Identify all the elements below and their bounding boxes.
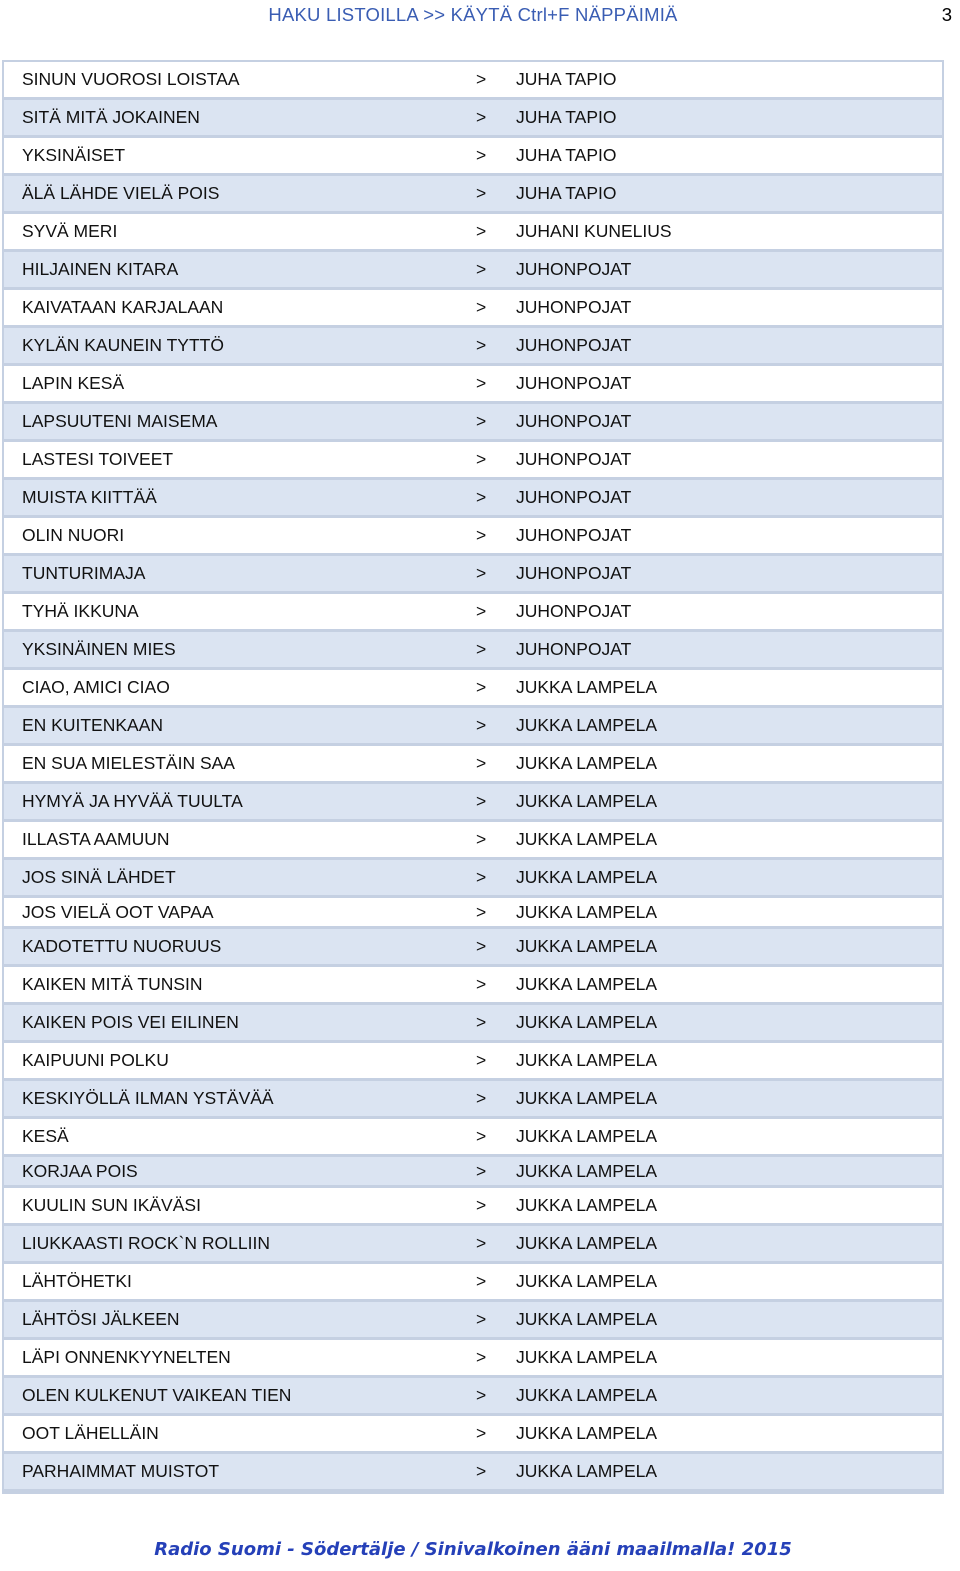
artist-cell: JUKKA LAMPELA [516, 821, 942, 859]
song-title-cell: YKSINÄISET [4, 137, 476, 175]
separator-cell: > [476, 966, 516, 1004]
table-row [4, 783, 942, 821]
artist-cell: JUKKA LAMPELA [516, 1453, 942, 1491]
separator-cell: > [476, 517, 516, 555]
table-row [4, 99, 942, 137]
artist-cell: JUKKA LAMPELA [516, 1339, 942, 1377]
artist-cell: JUKKA LAMPELA [516, 897, 942, 928]
song-title-cell: KESÄ [4, 1118, 476, 1156]
separator-cell: > [476, 1004, 516, 1042]
song-title-cell: MUISTA KIITTÄÄ [4, 479, 476, 517]
song-title-cell: LÄHTÖSI JÄLKEEN [4, 1301, 476, 1339]
separator-cell: > [476, 1042, 516, 1080]
separator-cell: > [476, 403, 516, 441]
song-title-cell: KADOTETTU NUORUUS [4, 928, 476, 966]
table-row [4, 1415, 942, 1453]
artist-cell: JUHA TAPIO [516, 62, 942, 99]
song-title-cell: EN SUA MIELESTÄIN SAA [4, 745, 476, 783]
table-row [4, 555, 942, 593]
artist-cell: JUKKA LAMPELA [516, 1187, 942, 1225]
table-row [4, 859, 942, 897]
page-header-title: HAKU LISTOILLA >> KÄYTÄ Ctrl+F NÄPPÄIMIÄ [268, 4, 678, 25]
song-title-cell: JOS SINÄ LÄHDET [4, 859, 476, 897]
table-row [4, 1118, 942, 1156]
song-title-cell: KESKIYÖLLÄ ILMAN YSTÄVÄÄ [4, 1080, 476, 1118]
separator-cell: > [476, 99, 516, 137]
song-title-cell: JOS VIELÄ OOT VAPAA [4, 897, 476, 928]
song-title-cell: SINUN VUOROSI LOISTAA [4, 62, 476, 99]
artist-cell: JUKKA LAMPELA [516, 783, 942, 821]
song-title-cell: SITÄ MITÄ JOKAINEN [4, 99, 476, 137]
separator-cell: > [476, 859, 516, 897]
separator-cell: > [476, 327, 516, 365]
table-row [4, 213, 942, 251]
artist-cell: JUKKA LAMPELA [516, 859, 942, 897]
separator-cell: > [476, 897, 516, 928]
page-number: 3 [941, 4, 952, 25]
artist-cell: JUKKA LAMPELA [516, 745, 942, 783]
separator-cell: > [476, 821, 516, 859]
song-title-cell: KUULIN SUN IKÄVÄSI [4, 1187, 476, 1225]
separator-cell: > [476, 669, 516, 707]
artist-cell: JUKKA LAMPELA [516, 1263, 942, 1301]
table-row [4, 1004, 942, 1042]
table-row [4, 593, 942, 631]
song-title-cell: SYVÄ MERI [4, 213, 476, 251]
table-row [4, 669, 942, 707]
song-title-cell: LIUKKAASTI ROCK`N ROLLIIN [4, 1225, 476, 1263]
table-row [4, 1225, 942, 1263]
table-row [4, 1156, 942, 1187]
song-title-cell: TUNTURIMAJA [4, 555, 476, 593]
artist-cell: JUHONPOJAT [516, 251, 942, 289]
separator-cell: > [476, 593, 516, 631]
artist-cell: JUHONPOJAT [516, 631, 942, 669]
song-title-cell: OLEN KULKENUT VAIKEAN TIEN [4, 1377, 476, 1415]
page-footer: Radio Suomi - Södertälje / Sinivalkoinen ääni maailmalla! 2015 [154, 1539, 792, 1560]
separator-cell: > [476, 213, 516, 251]
table-row [4, 745, 942, 783]
separator-cell: > [476, 1225, 516, 1263]
song-list-table [4, 62, 942, 1492]
table-row [4, 517, 942, 555]
separator-cell: > [476, 928, 516, 966]
table-row [4, 631, 942, 669]
table-row [4, 966, 942, 1004]
table-row [4, 1301, 942, 1339]
song-title-cell: LAPIN KESÄ [4, 365, 476, 403]
artist-cell: JUHONPOJAT [516, 479, 942, 517]
table-row [4, 707, 942, 745]
separator-cell: > [476, 1263, 516, 1301]
artist-cell: JUKKA LAMPELA [516, 1004, 942, 1042]
artist-cell: JUKKA LAMPELA [516, 966, 942, 1004]
song-title-cell: KAIPUUNI POLKU [4, 1042, 476, 1080]
song-title-cell: KAIVATAAN KARJALAAN [4, 289, 476, 327]
artist-cell: JUHONPOJAT [516, 365, 942, 403]
song-title-cell: LAPSUUTENI MAISEMA [4, 403, 476, 441]
song-title-cell: KAIKEN POIS VEI EILINEN [4, 1004, 476, 1042]
table-row [4, 479, 942, 517]
table-row [4, 289, 942, 327]
artist-cell: JUKKA LAMPELA [516, 669, 942, 707]
artist-cell: JUKKA LAMPELA [516, 1156, 942, 1187]
separator-cell: > [476, 175, 516, 213]
separator-cell: > [476, 1187, 516, 1225]
table-row [4, 1453, 942, 1491]
table-row [4, 928, 942, 966]
table-row [4, 327, 942, 365]
artist-cell: JUKKA LAMPELA [516, 1225, 942, 1263]
separator-cell: > [476, 1156, 516, 1187]
separator-cell: > [476, 1377, 516, 1415]
artist-cell: JUHA TAPIO [516, 99, 942, 137]
separator-cell: > [476, 62, 516, 99]
song-title-cell: OLIN NUORI [4, 517, 476, 555]
table-row [4, 1377, 942, 1415]
separator-cell: > [476, 1453, 516, 1491]
song-title-cell: TYHÄ IKKUNA [4, 593, 476, 631]
separator-cell: > [476, 289, 516, 327]
separator-cell: > [476, 365, 516, 403]
artist-cell: JUHONPOJAT [516, 593, 942, 631]
separator-cell: > [476, 1080, 516, 1118]
separator-cell: > [476, 707, 516, 745]
separator-cell: > [476, 137, 516, 175]
song-title-cell: LASTESI TOIVEET [4, 441, 476, 479]
separator-cell: > [476, 251, 516, 289]
song-title-cell: LÄHTÖHETKI [4, 1263, 476, 1301]
artist-cell: JUKKA LAMPELA [516, 1301, 942, 1339]
song-title-cell: HYMYÄ JA HYVÄÄ TUULTA [4, 783, 476, 821]
table-row [4, 251, 942, 289]
song-title-cell: ÄLÄ LÄHDE VIELÄ POIS [4, 175, 476, 213]
artist-cell: JUHONPOJAT [516, 555, 942, 593]
table-row [4, 62, 942, 99]
song-title-cell: EN KUITENKAAN [4, 707, 476, 745]
table-row [4, 441, 942, 479]
separator-cell: > [476, 783, 516, 821]
artist-cell: JUKKA LAMPELA [516, 928, 942, 966]
artist-cell: JUKKA LAMPELA [516, 1415, 942, 1453]
artist-cell: JUKKA LAMPELA [516, 1377, 942, 1415]
song-title-cell: PARHAIMMAT MUISTOT [4, 1453, 476, 1491]
artist-cell: JUHONPOJAT [516, 403, 942, 441]
song-title-cell: ILLASTA AAMUUN [4, 821, 476, 859]
table-row [4, 897, 942, 928]
artist-cell: JUHONPOJAT [516, 327, 942, 365]
artist-cell: JUKKA LAMPELA [516, 707, 942, 745]
artist-cell: JUHONPOJAT [516, 289, 942, 327]
song-title-cell: KYLÄN KAUNEIN TYTTÖ [4, 327, 476, 365]
artist-cell: JUHA TAPIO [516, 137, 942, 175]
table-row [4, 821, 942, 859]
separator-cell: > [476, 441, 516, 479]
table-row [4, 1263, 942, 1301]
artist-cell: JUHA TAPIO [516, 175, 942, 213]
table-row [4, 365, 942, 403]
table-row [4, 403, 942, 441]
separator-cell: > [476, 1415, 516, 1453]
song-title-cell: CIAO, AMICI CIAO [4, 669, 476, 707]
artist-cell: JUKKA LAMPELA [516, 1042, 942, 1080]
separator-cell: > [476, 555, 516, 593]
separator-cell: > [476, 1339, 516, 1377]
table-row [4, 1042, 942, 1080]
song-title-cell: YKSINÄINEN MIES [4, 631, 476, 669]
artist-cell: JUKKA LAMPELA [516, 1080, 942, 1118]
separator-cell: > [476, 745, 516, 783]
song-title-cell: HILJAINEN KITARA [4, 251, 476, 289]
table-row [4, 1187, 942, 1225]
song-title-cell: KAIKEN MITÄ TUNSIN [4, 966, 476, 1004]
table-row [4, 1339, 942, 1377]
table-row [4, 137, 942, 175]
song-title-cell: LÄPI ONNENKYYNELTEN [4, 1339, 476, 1377]
separator-cell: > [476, 479, 516, 517]
table-row [4, 1080, 942, 1118]
artist-cell: JUHONPOJAT [516, 441, 942, 479]
artist-cell: JUKKA LAMPELA [516, 1118, 942, 1156]
song-title-cell: OOT LÄHELLÄIN [4, 1415, 476, 1453]
artist-cell: JUHANI KUNELIUS [516, 213, 942, 251]
artist-cell: JUHONPOJAT [516, 517, 942, 555]
separator-cell: > [476, 1301, 516, 1339]
song-title-cell: KORJAA POIS [4, 1156, 476, 1187]
separator-cell: > [476, 1118, 516, 1156]
table-row [4, 175, 942, 213]
separator-cell: > [476, 631, 516, 669]
